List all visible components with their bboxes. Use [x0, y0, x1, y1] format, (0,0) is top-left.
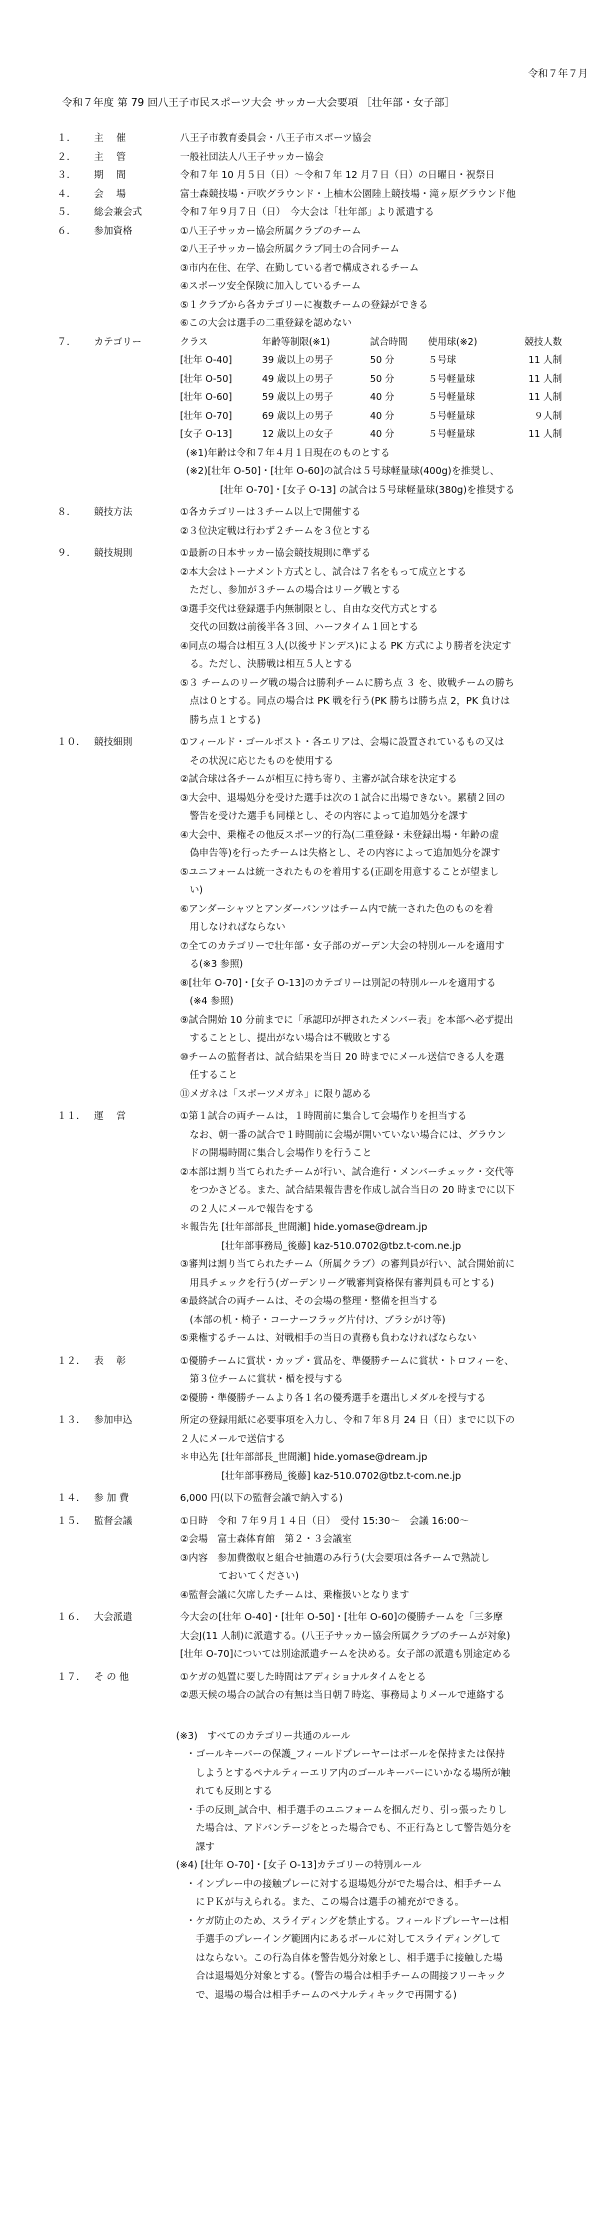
section-line: ④スポーツ安全保険に加入しているチーム: [180, 281, 361, 292]
category-row: [180, 426, 562, 445]
section-line: (※4 参照): [180, 996, 234, 1007]
section-line: ①優勝チームに賞状・カップ・賞品を、準優勝チームに賞状・トロフィーを、: [180, 1355, 514, 1367]
section-body: [180, 223, 590, 334]
note-3-title: (※3) すべてのカテゴリー共通のルール: [176, 1730, 351, 1742]
section-line: ④最終試合の両チームは、その会場の整理・整備を担当する: [180, 1296, 439, 1307]
section-line: ②優勝・準優勝チームより各１名の優秀選手を選出しメダルを授与する: [180, 1392, 487, 1404]
section-line: ドの開場時間に集合し会場作りを行うこと: [180, 1148, 372, 1159]
section-line: 交代の回数は前後半各３回、ハーフタイム１回とする: [180, 622, 419, 633]
section-line: ①日時 令和 ７年９月１４日（日） 受付 15:30～ 会議 16:00～: [180, 1515, 469, 1527]
note-4-line: ・ケガ防止のため、スライディングを禁止する。フィールドプレーヤーは相: [186, 1915, 509, 1927]
section-line: なお、朝一番の試合で１時間前に会場が開いていない場合には、グラウン: [180, 1129, 507, 1141]
category-cell: ９人制: [533, 410, 562, 422]
section-body: [180, 1513, 590, 1606]
section-body: [180, 149, 590, 168]
section-3: [0, 167, 610, 186]
document-title: 令和７年度 第 79 回八王子市民スポーツ大会 サッカー大会要項 ［壮年部・女子部］: [62, 97, 455, 109]
section-line: ④監督会議に欠席したチームは、乗権扱いとなります: [180, 1589, 410, 1601]
section-label: 監督会議: [94, 1515, 133, 1527]
category-row: [180, 389, 562, 408]
category-cell: 11 人制: [528, 429, 562, 440]
section-number: １４．: [57, 1493, 86, 1504]
section-number: ７．: [57, 336, 77, 348]
section-body: [180, 167, 590, 186]
category-cell: ５号軽量球: [428, 392, 475, 403]
section-line: ②八王子サッカー協会所属クラブ同士の合同チーム: [180, 244, 400, 255]
note-3-line: ・ゴールキーパーの保護_フィールドプレーヤーはボールを保持または保持: [186, 1749, 505, 1760]
section-label: 主 管: [94, 151, 126, 163]
category-header-cell: 年齢等制限(※1): [262, 336, 331, 348]
category-cell: 59 歳以上の男子: [262, 392, 334, 403]
section-body: [180, 334, 590, 501]
category-cell: 11 人制: [528, 373, 562, 385]
section-line: 今大会の[壮年 O-40]・[壮年 O-50]・[壮年 O-60]の優勝チームを「三多摩: [180, 1612, 503, 1623]
section-4: [0, 186, 610, 205]
section-body: [180, 186, 590, 205]
section-number: ５．: [57, 207, 77, 218]
section-line: [壮年 O-70]については別途派遣チームを決める。女子部の派遣も別途定める: [180, 1649, 512, 1660]
section-number: １２．: [57, 1355, 86, 1367]
section-line: 令和７年９月７日（日） 今大会は「壮年部」より派遣する: [180, 207, 435, 218]
section-line: ④同点の場合は相互３人(以後サドンデス)による PK 方式により勝者を決定す: [180, 640, 512, 652]
section-line: ③内容 参加費徴収と組合せ抽選のみ行う(大会要項は各チームで熟読し: [180, 1552, 490, 1564]
section-6: [0, 223, 610, 334]
section-label: 競技方法: [94, 507, 133, 518]
note-3-line: しようとするペナルティーエリア内のゴールキーパーにいかなる場所が触: [186, 1767, 511, 1779]
section-line: ⑨試合開始 10 分前までに「承認印が押されたメンバー表」を本部へ必ず提出: [180, 1014, 514, 1026]
section-label: 運 営: [94, 1111, 126, 1122]
section-body: [180, 1609, 590, 1665]
section-2: [0, 149, 610, 168]
section-number: １３．: [57, 1415, 86, 1426]
section-8: [0, 1513, 610, 1606]
section-label: 会 場: [94, 188, 126, 200]
section-line: い): [180, 885, 203, 896]
section-line: ③大会中、退場処分を受けた選手は次の１試合に出場できない。累積２回の: [180, 792, 506, 804]
section-line: ②悪天候の場合の試合の有無は当日朝７時迄、事務局よりメールで連絡する: [180, 1690, 506, 1701]
sections-container: [0, 130, 610, 2005]
section-body: [180, 734, 590, 1104]
category-cell: [壮年 O-60]: [180, 392, 232, 403]
section-line: ②試合球は各チームが相互に持ち寄り、主審が試合球を決定する: [180, 774, 458, 785]
section-number: ８．: [57, 507, 77, 518]
section-line: ⑥この大会は選手の二重登録を認めない: [180, 318, 352, 329]
section-line: 任すること: [180, 1070, 238, 1081]
section-line: 富士森競技場・戸吹グラウンド・上柚木公園陸上競技場・滝ヶ原グラウンド他: [180, 188, 516, 200]
note-4-line: 手選手のプレーイング範囲内にあるボールに対してスライディングして: [186, 1934, 501, 1945]
section-line: ①フィールド・ゴールポスト・各エリアは、会場に設置されているもの又は: [180, 737, 505, 748]
notes-block: [176, 1728, 586, 2006]
section-line: をつかさどる。また、試合結果報告書を作成し試合当日の 20 時までに以下: [180, 1185, 515, 1196]
section-line: (本部の机・椅子・コーナーフラッグ片付け、ブラシがけ等): [180, 1314, 446, 1326]
section-number: ６．: [57, 225, 77, 237]
category-header-cell: クラス: [180, 336, 208, 348]
section-label: 競技細則: [94, 737, 133, 748]
section-body: [180, 130, 590, 149]
section-line: することとし、提出がない場合は不戦敗とする: [180, 1033, 392, 1044]
category-note: (※2)[壮年 O-50]・[壮年 O-60]の試合は５号球軽量球(400g)を推奨し、: [186, 466, 500, 477]
section-line: ⑪メガネは「スポーツメガネ」に限り認める: [180, 1088, 372, 1100]
section-label: カテゴリー: [94, 336, 142, 348]
note-4-line: はならない。この行為自体を警告処分対象とし、相手選手に接触した場: [186, 1952, 503, 1964]
section-category: [0, 334, 610, 501]
section-number: １１．: [57, 1111, 86, 1122]
section-5: [0, 1353, 610, 1409]
section-body: [180, 545, 590, 730]
section-body: [180, 1353, 590, 1409]
section-body: [180, 1412, 590, 1486]
section-label: 期 間: [94, 170, 126, 181]
section-line: ①各カテゴリーは３チーム以上で開催する: [180, 507, 361, 518]
section-line: 大会J(11 人制)に派遣する。(八王子サッカー協会所属クラブのチームが対象): [180, 1630, 511, 1642]
section-line: ておいてください): [180, 1571, 299, 1582]
category-note: [壮年 O-70]・[女子 O-13] の試合は５号球軽量球(380g)を推奨する: [220, 484, 515, 496]
category-header-row: [180, 334, 562, 353]
section-line: 所定の登録用紙に必要事項を入力し、令和７年８月 24 日（日）までに以下の: [180, 1415, 515, 1426]
notes-spacer: [0, 1706, 610, 1728]
category-header-cell: 競技人数: [524, 336, 562, 348]
note-3-line: た場合は、アドバンテージをとった場合でも、不正行為として警告処分を: [186, 1823, 512, 1834]
note-3-line: ・手の反則_試合中、相手選手のユニフォームを掴んだり、引っ張ったりし: [186, 1804, 507, 1816]
category-cell: ５号軽量球: [428, 429, 475, 440]
section-line: 八王子市教育委員会・八王子市スポーツ協会: [180, 133, 372, 144]
section-line: ＊申込先 [壮年部部長_世間瀬] hide.yomase@dream.jp: [180, 1452, 428, 1463]
section-number: ３．: [57, 170, 77, 181]
section-line: ③選手交代は登録選手内無制限とし、自由な交代方式とする: [180, 603, 439, 615]
category-cell: 11 人制: [528, 355, 562, 366]
category-cell: 11 人制: [528, 392, 562, 403]
section-line: ただし、参加が３チームの場合はリーグ戦とする: [180, 585, 401, 596]
section-line: 6,000 円(以下の監督会議で納入する): [180, 1493, 343, 1504]
section-body: [180, 504, 590, 541]
category-row: [180, 371, 562, 390]
category-header-cell: 試合時間: [370, 336, 408, 348]
section-10: [0, 1669, 610, 1706]
category-cell: ５号球: [428, 355, 457, 366]
category-note: (※1)年齢は令和７年４月１日現在のものとする: [186, 447, 390, 459]
category-cell: 40 分: [370, 410, 395, 422]
section-line: 令和７年 10 月５日（日）～令和７年 12 月７日（日）の日曜日・祝祭日: [180, 170, 495, 181]
section-5: [0, 204, 610, 223]
category-header-cell: 使用球(※2): [428, 336, 478, 348]
section-line: 第３位チームに賞状・楯を授与する: [180, 1374, 344, 1385]
category-row: [180, 408, 562, 427]
category-cell: 50 分: [370, 355, 395, 366]
category-cell: 50 分: [370, 373, 395, 385]
note-4-line: にＰＫが与えられる。また、この場合は選手の補充ができる。: [186, 1897, 465, 1908]
section-line: 偽申告等)を行ったチームは失格とし、その内容によって追加処分を課す: [180, 848, 501, 859]
section-line: ⑤３ チームのリーグ戦の場合は勝利チームに勝ち点 ３ を、敗戦チームの勝ち: [180, 677, 515, 689]
section-body: [180, 1108, 590, 1349]
section-number: １０．: [57, 737, 86, 748]
category-cell: [壮年 O-50]: [180, 373, 232, 385]
section-line: その状況に応じたものを使用する: [180, 755, 334, 767]
section-line: 一般社団法人八王子サッカー協会: [180, 151, 324, 163]
section-line: 警告を受けた選手も同様とし、その内容によって追加処分を課す: [180, 811, 468, 822]
note-3-line: 課す: [186, 1841, 215, 1853]
section-9: [0, 1609, 610, 1665]
category-cell: 40 分: [370, 429, 395, 440]
section-label: 参加申込: [94, 1415, 133, 1426]
section-line: ①第１試合の両チームは，１時間前に集合して会場作りを担当する: [180, 1111, 467, 1122]
section-6: [0, 1412, 610, 1486]
section-label: 表 彰: [94, 1355, 126, 1367]
note-4-line: で、退場の場合は相手チームのペナルティキックで再開する): [186, 1989, 457, 2001]
section-number: １．: [57, 133, 77, 144]
note-4-line: ・インプレー中の接触プレーに対する退場処分がでた場合は、相手チーム: [186, 1878, 502, 1890]
section-label: 参 加 費: [94, 1493, 129, 1504]
category-cell: 49 歳以上の男子: [262, 373, 334, 385]
section-line: の２人にメールで報告をする: [180, 1203, 315, 1215]
section-line: ④大会中、乗権その他反スポーツ的行為(二重登録・未登録出場・年齢の虚: [180, 829, 499, 841]
section-line: ⑤ユニフォームは統一されたものを着用する(正副を用意することが望まし: [180, 866, 499, 878]
section-label: そ の 他: [94, 1671, 129, 1683]
section-2: [0, 545, 610, 730]
section-label: 総会兼会式: [94, 207, 142, 218]
section-line: る(※3 参照): [180, 959, 244, 970]
section-line: る。ただし、決勝戦は相互５人とする: [180, 659, 353, 670]
category-cell: 40 分: [370, 392, 395, 403]
section-7: [0, 1490, 610, 1509]
section-1: [0, 130, 610, 149]
section-1: [0, 504, 610, 541]
section-line: ③審判は割り当てられたチーム（所属クラブ）の審判員が行い、試合開始前に: [180, 1259, 515, 1270]
section-line: ①八王子サッカー協会所属クラブのチーム: [180, 225, 362, 237]
category-cell: [壮年 O-70]: [180, 410, 232, 422]
section-number: ２．: [57, 151, 77, 163]
section-line: 勝ち点１とする): [180, 714, 261, 726]
section-line: 用しなければならない: [180, 922, 286, 933]
note-3-line: れても反則とする: [186, 1786, 273, 1797]
section-line: ⑤１クラブから各カテゴリーに複数チームの登録ができる: [180, 299, 429, 311]
section-line: 用具チェックを行う(ガーデンリーグ戦審判資格保有審判員も可とする): [180, 1277, 495, 1289]
section-3: [0, 734, 610, 1104]
category-cell: ５号軽量球: [428, 410, 475, 422]
document-date: 令和７年７月: [528, 69, 588, 80]
section-body: [180, 1490, 590, 1509]
section-line: ②３位決定戦は行わず２チームを３位とする: [180, 525, 371, 537]
section-number: ９．: [57, 548, 77, 559]
section-line: ②本大会はトーナメント方式とし、試合は７名をもって成立とする: [180, 566, 467, 578]
section-line: ２人にメールで送信する: [180, 1433, 286, 1445]
section-line: ⑥アンダーシャツとアンダーパンツはチーム内で統一された色のものを着: [180, 903, 494, 915]
category-table: [180, 334, 562, 445]
section-body: [180, 1669, 590, 1706]
category-cell: 69 歳以上の男子: [262, 410, 334, 422]
section-line: ＊報告先 [壮年部部長_世間瀬] hide.yomase@dream.jp: [180, 1222, 428, 1233]
category-cell: 39 歳以上の男子: [262, 355, 334, 366]
category-cell: ５号軽量球: [428, 373, 475, 385]
section-4: [0, 1108, 610, 1349]
note-4-title: (※4) [壮年 O-70]・[女子 O-13]カテゴリーの特別ルール: [176, 1860, 422, 1871]
section-line: ⑤乗権するチームは、対戦相手の当日の責務も負わなければならない: [180, 1333, 477, 1344]
note-4-line: 合は退場処分対象とする。(警告の場合は相手チームの間接フリーキック: [186, 1971, 506, 1982]
section-line: ②本部は割り当てられたチームが行い、試合進行・メンバーチェック・交代等: [180, 1166, 514, 1178]
section-line: [壮年部事務局_後藤] kaz-510.0702@tbz.t-com.ne.jp: [180, 1470, 462, 1482]
section-number: １７．: [57, 1671, 86, 1683]
section-label: 主 催: [94, 133, 126, 144]
section-line: ①ケガの処置に要した時間はアディショナルタイムをとる: [180, 1671, 427, 1683]
category-row: [180, 352, 562, 371]
section-label: 競技規則: [94, 548, 133, 559]
category-cell: 12 歳以上の女子: [262, 429, 334, 440]
section-label: 参加資格: [94, 225, 133, 237]
section-line: ②会場 富士森体育館 第２・３会議室: [180, 1534, 352, 1545]
section-number: １５．: [57, 1515, 86, 1527]
section-line: ①最新の日本サッカー協会競技規則に準ずる: [180, 548, 371, 559]
section-body: [180, 204, 590, 223]
section-line: ⑩チームの監督者は、試合結果を当日 20 時までにメール送信できる人を選: [180, 1051, 505, 1063]
category-cell: [女子 O-13]: [180, 429, 232, 440]
section-line: ⑧[壮年 O-70]・[女子 O-13]のカテゴリーは別記の特別ルールを適用する: [180, 977, 496, 989]
section-label: 大会派遣: [94, 1612, 133, 1623]
section-line: [壮年部事務局_後藤] kaz-510.0702@tbz.t-com.ne.jp: [180, 1240, 462, 1252]
section-line: ⑦全てのカテゴリーで壮年部・女子部のガーデン大会の特別ルールを適用す: [180, 940, 505, 952]
section-number: １６．: [57, 1612, 86, 1623]
section-line: ③市内在住、在学、在勤している者で構成されるチーム: [180, 262, 419, 274]
section-line: 点は０とする。同点の場合は PK 戦を行う(PK 勝ちは勝ち点 2，PK 負けは: [180, 696, 510, 707]
section-number: ４．: [57, 188, 77, 200]
category-cell: [壮年 O-40]: [180, 355, 232, 366]
